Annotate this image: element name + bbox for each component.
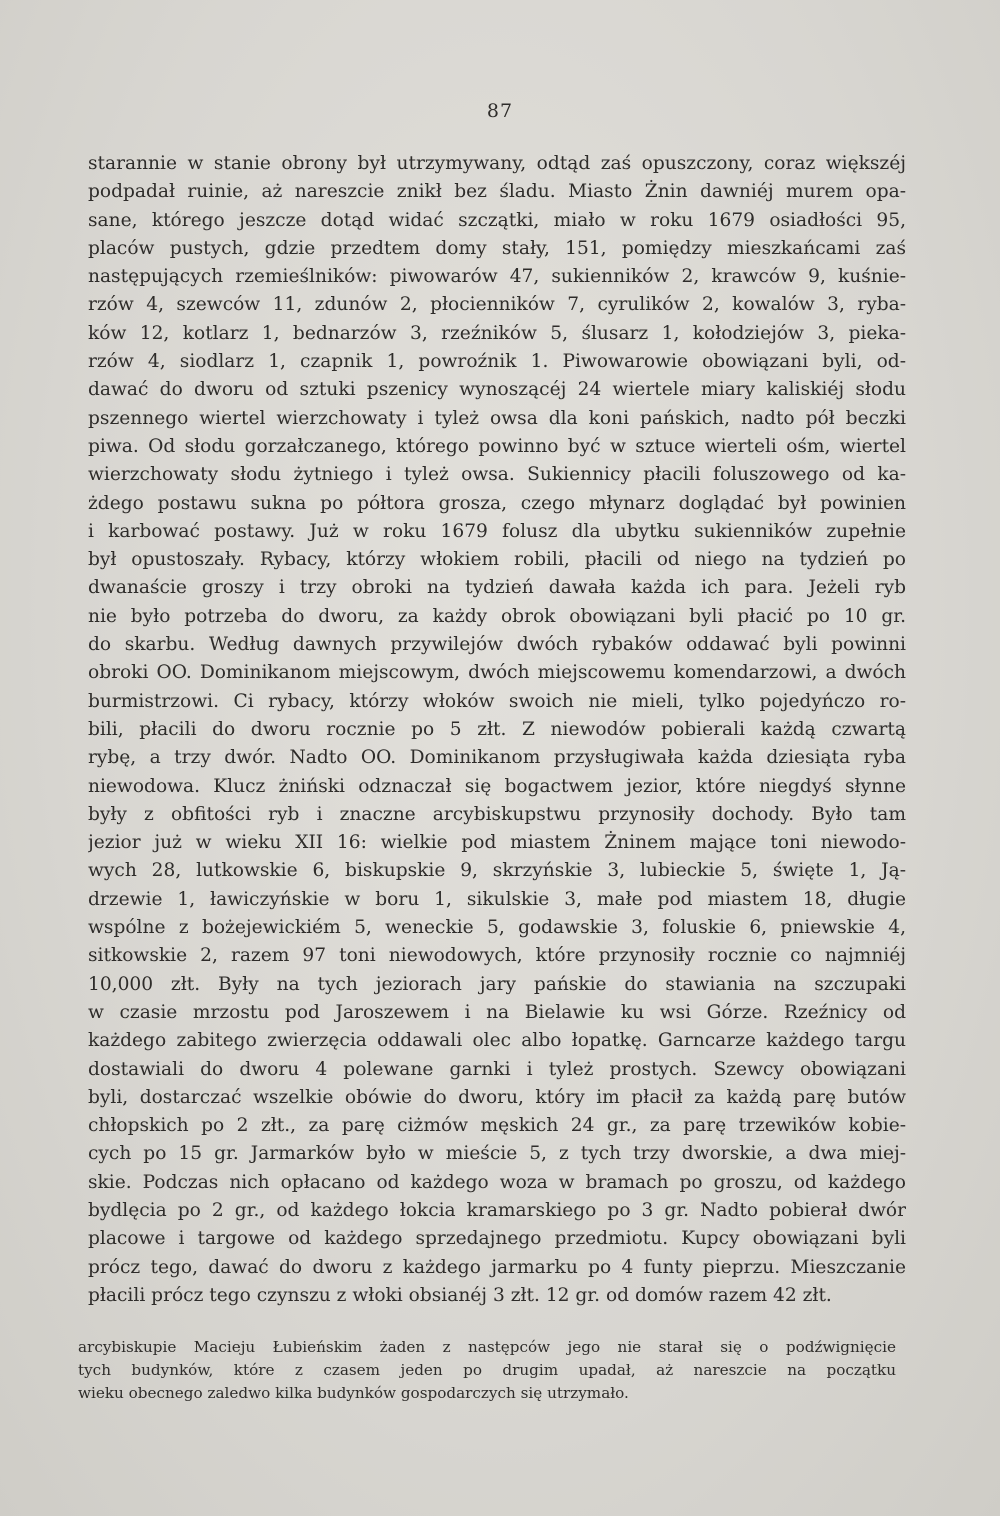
text-line: jezior już w wieku XII 16: wielkie pod miastem Żninem mające toni niewodo- — [88, 832, 906, 854]
text-line: prócz tego, dawać do dworu z każdego jarmarku po 4 funty pieprzu. Mieszczanie — [88, 1256, 906, 1278]
text-line: cych po 15 gr. Jarmarków było w mieście 5, z tych trzy dworskie, a dwa miej- — [88, 1143, 906, 1165]
text-line: wierzchowaty słodu żytniego i tyleż owsa. Sukiennicy płacili foluszowego od ka- — [88, 464, 906, 486]
text-line: do skarbu. Według dawnych przywilejów dwóch rybaków oddawać byli powinni — [88, 634, 906, 656]
footnote — [78, 1336, 896, 1405]
main-text — [88, 150, 906, 1310]
text-line: 10,000 złt. Były na tych jeziorach jary pańskie do stawiania na szczupaki — [88, 973, 906, 995]
text-line: bydlęcia po 2 gr., od każdego łokcia kramarskiego po 3 gr. Nadto pobierał dwór — [88, 1199, 906, 1221]
text-line: dwanaście groszy i trzy obroki na tydzień dawała każda ich para. Jeżeli ryb — [88, 577, 906, 599]
text-line: obroki OO. Dominikanom miejscowym, dwóch miejscowemu komendarzowi, a dwóch — [88, 662, 906, 684]
text-line: placowe i targowe od każdego sprzedajnego przedmiotu. Kupcy obowiązani byli — [88, 1228, 906, 1250]
text-line: nie było potrzeba do dworu, za każdy obrok obowiązani byli płacić po 10 gr. — [88, 605, 906, 627]
text-line: pszennego wiertel wierzchowaty i tyleż owsa dla koni pańskich, nadto pół beczki — [88, 407, 906, 429]
text-line: skie. Podczas nich opłacano od każdego woza w bramach po groszu, od każdego — [88, 1171, 906, 1193]
text-line: wych 28, lutkowskie 6, biskupskie 9, skrzyńskie 3, lubieckie 5, święte 1, Ją- — [88, 860, 906, 882]
text-line: podpadał ruinie, aż nareszcie znikł bez śladu. Miasto Żnin dawniéj murem opa- — [88, 181, 906, 203]
text-line: był opustoszały. Rybacy, którzy włokiem robili, płacili od niego na tydzień po — [88, 549, 906, 571]
text-line: drzewie 1, ławiczyńskie w boru 1, sikulskie 3, małe pod miastem 18, długie — [88, 888, 906, 910]
text-line: rzów 4, szewców 11, zdunów 2, płocienników 7, cyrulików 2, kowalów 3, ryba- — [88, 294, 906, 316]
text-line: sane, którego jeszcze dotąd widać szczątki, miało w roku 1679 osiadłości 95, — [88, 209, 906, 231]
text-line: sitkowskie 2, razem 97 toni niewodowych, które przynosiły rocznie co najmniéj — [88, 945, 906, 967]
text-line: każdego zabitego zwierzęcia oddawali olec albo łopatkę. Garncarze każdego targu — [88, 1030, 906, 1052]
text-line: w czasie mrzostu pod Jaroszewem i na Bielawie ku wsi Górze. Rzeźnicy od — [88, 1001, 906, 1023]
text-line: żdego postawu sukna po półtora grosza, czego młynarz doglądać był powinien — [88, 492, 906, 514]
text-line: piwa. Od słodu gorzałczanego, którego powinno być w sztuce wierteli ośm, wiertel — [88, 435, 906, 457]
text-line: dawać do dworu od sztuki pszenicy wynoszącéj 24 wiertele miary kaliskiéj słodu — [88, 379, 906, 401]
text-line: byli, dostarczać wszelkie obówie do dworu, który im płacił za każdą parę butów — [88, 1086, 906, 1108]
text-line: były z obfitości ryb i znaczne arcybiskupstwu przynosiły dochody. Było tam — [88, 803, 906, 825]
text-line: wspólne z bożejewickiém 5, weneckie 5, godawskie 3, foluskie 6, pniewskie 4, — [88, 917, 906, 939]
text-line: rybę, a trzy dwór. Nadto OO. Dominikanom przysługiwała każda dziesiąta ryba — [88, 747, 906, 769]
footnote-line: wieku obecnego zaledwo kilka budynków gospodarczych się utrzymało. — [78, 1384, 629, 1402]
text-line: rzów 4, siodlarz 1, czapnik 1, powroźnik 1. Piwowarowie obowiązani byli, od- — [88, 351, 906, 373]
text-line: płacili prócz tego czynszu z włoki obsianéj 3 złt. 12 gr. od domów razem 42 złt. — [88, 1284, 832, 1306]
text-line: placów pustych, gdzie przedtem domy stały, 151, pomiędzy mieszkańcami zaś — [88, 237, 906, 259]
text-line: i karbować postawy. Już w roku 1679 folusz dla ubytku sukienników zupełnie — [88, 520, 906, 542]
footnote-line: tych budynków, które z czasem jeden po drugim upadał, aż nareszcie na początku — [78, 1361, 896, 1379]
text-line: ków 12, kotlarz 1, bednarzów 3, rzeźników 5, ślusarz 1, kołodziejów 3, pieka- — [88, 322, 906, 344]
text-line: burmistrzowi. Ci rybacy, którzy włoków swoich nie mieli, tylko pojedyńczo ro- — [88, 690, 906, 712]
footnote-line: arcybiskupie Macieju Łubieńskim żaden z następców jego nie starał się o podźwignięcie — [78, 1338, 896, 1356]
text-line: następujących rzemieślników: piwowarów 47, sukienników 2, krawców 9, kuśnie- — [88, 266, 906, 288]
text-line: bili, płacili do dworu rocznie po 5 złt. Z niewodów pobierali każdą czwartą — [88, 718, 906, 740]
text-line: starannie w stanie obrony był utrzymywany, odtąd zaś opuszczony, coraz większéj — [88, 153, 906, 174]
text-line: niewodowa. Klucz żniński odznaczał się bogactwem jezior, które niegdyś słynne — [88, 775, 906, 797]
text-line: chłopskich po 2 złt., za parę ciżmów męskich 24 gr., za parę trzewików kobie- — [88, 1115, 906, 1137]
text-line: dostawiali do dworu 4 polewane garnki i tyleż prostych. Szewcy obowiązani — [88, 1058, 906, 1080]
page-number: 87 — [486, 100, 514, 122]
